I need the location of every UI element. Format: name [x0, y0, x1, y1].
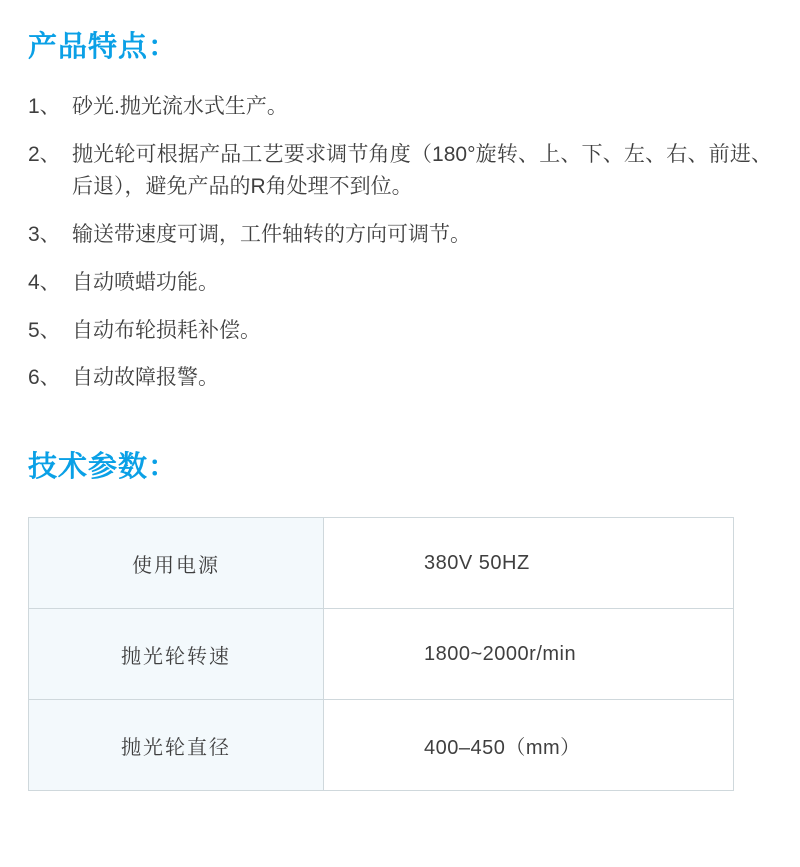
specs-section-heading: 技术参数： [28, 451, 179, 484]
list-item-text: 抛光轮可根据产品工艺要求调节角度（180°旋转、上、下、左、右、前进、后退），避免产品的R角处理不到位。 [72, 142, 772, 198]
list-item-number: 1、 [28, 95, 61, 118]
spec-value: 380V 50HZ [324, 518, 734, 609]
list-item [28, 315, 772, 347]
spec-label: 抛光轮直径 [29, 700, 324, 791]
spec-value: 400–450（mm） [324, 700, 734, 791]
features-list [28, 91, 772, 394]
list-item-number: 2、 [28, 142, 61, 166]
list-item-text: 砂光.抛光流水式生产。 [72, 95, 288, 118]
list-item [28, 362, 772, 394]
list-item-number: 5、 [28, 318, 61, 342]
specs-table [28, 517, 734, 791]
spec-value: 1800~2000r/min [324, 609, 734, 700]
list-item-text: 自动布轮损耗补偿。 [72, 318, 261, 342]
list-item-text: 自动故障报警。 [72, 366, 219, 390]
table-row [29, 518, 734, 609]
list-item [28, 219, 772, 251]
list-item-number: 3、 [28, 222, 61, 246]
list-item-number: 4、 [28, 270, 61, 294]
table-row [29, 700, 734, 791]
list-item [28, 267, 772, 299]
features-section-heading: 产品特点： [28, 31, 179, 63]
list-item [28, 91, 772, 123]
spec-label: 抛光轮转速 [29, 609, 324, 700]
table-row [29, 609, 734, 700]
list-item-number: 6、 [28, 366, 61, 390]
list-item-text: 自动喷蜡功能。 [72, 270, 219, 294]
list-item [28, 139, 772, 203]
spec-label: 使用电源 [29, 518, 324, 609]
list-item-text: 输送带速度可调，工件轴转的方向可调节。 [72, 222, 471, 246]
